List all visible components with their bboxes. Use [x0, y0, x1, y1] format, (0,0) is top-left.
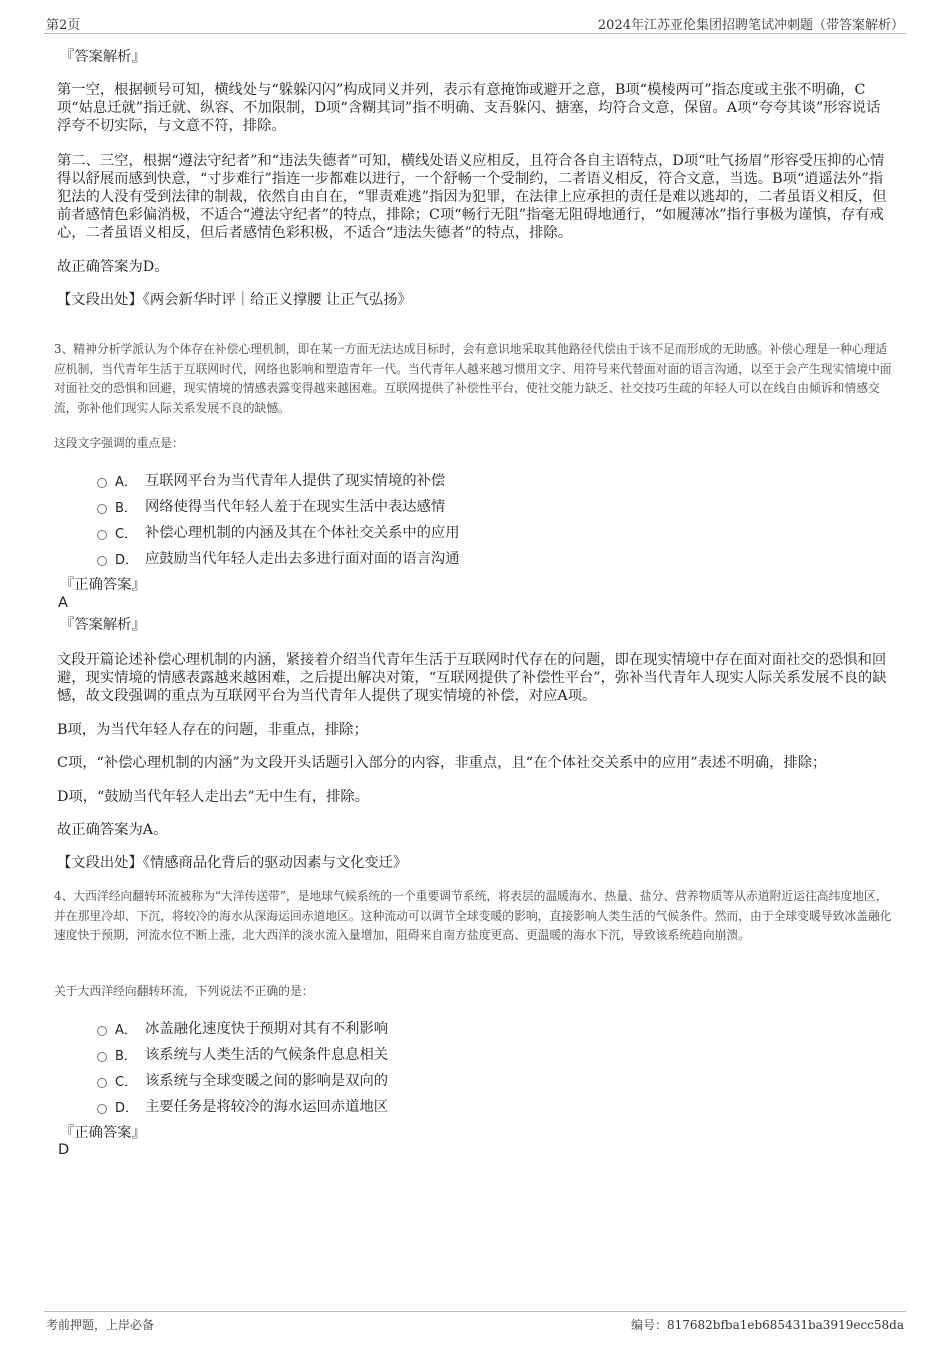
radio-icon[interactable] [97, 504, 107, 514]
q4-option-b[interactable]: B． 该系统与人类生活的气候条件息息相关 [97, 1044, 388, 1064]
q4-option-c[interactable]: C． 该系统与全球变暖之间的影响是双向的 [97, 1070, 388, 1090]
q4-answer: D [58, 1142, 70, 1158]
q3-option-a[interactable]: A． 互联网平台为当代青年人提供了现实情境的补偿 [97, 470, 445, 490]
q4-answer-title: 『正确答案』 [60, 1125, 146, 1141]
q3-option-d[interactable]: D． 应鼓励当代年轻人走出去多进行面对面的语言沟通 [97, 548, 460, 568]
radio-icon[interactable] [97, 1026, 107, 1036]
q2-analysis-title: 『答案解析』 [60, 49, 146, 65]
footer-slogan: 考前押题，上岸必备 [46, 1318, 155, 1332]
q3-source: 【文段出处】《情感商品化背后的驱动因素与文化变迁》 [57, 855, 408, 871]
q3-option-b[interactable]: B． 网络使得当代年轻人羞于在现实生活中表达感情 [97, 496, 445, 516]
radio-icon[interactable] [97, 556, 107, 566]
q4-option-a[interactable]: A． 冰盖融化速度快于预期对其有不利影响 [97, 1018, 388, 1038]
q2-analysis-para1: 第一空，根据顿号可知，横线处与“躲躲闪闪”构成同义并列，表示有意掩饰或避开之意，B项“模棱两可”指态度或主张不明确，C项“姑息迁就”指迁就、纵容、不加限制，D项“含糊其词”指不明确、支吾躲闪、搪塞，均符合文意，保留。A项“夸夸其谈”形容说话浮夸不切实际，与文意不符，排除。 [57, 82, 881, 134]
q4-prompt: 关于大西洋经向翻转环流，下列说法不正确的是： [54, 984, 314, 998]
q3-analysis-para3: C项，“补偿心理机制的内涵”为文段开头话题引入部分的内容，非重点，且“在个体社交关系中的应用”表述不明确，排除； [57, 755, 827, 771]
q3-analysis-para1: 文段开篇论述补偿心理机制的内涵，紧接着介绍当代青年生活于互联网时代存在的问题，即在现实情境中存在面对面社交的恐惧和回避，现实情境的情感表露越来越困难，之后提出解决对策，“互联网提供了补偿性平台”，弥补当代青年人现实人际关系发展不良的缺憾，故文段强调的重点为互联网平台为当代青年人提供了现实情境的补偿，对应A项。 [57, 652, 887, 704]
footer-divider [44, 1311, 906, 1312]
page-number: 第2页 [46, 18, 81, 33]
q3-analysis-para4: D项，“鼓励当代年轻人走出去”无中生有，排除。 [57, 789, 370, 805]
q4-stem: 4、大西洋经向翻转环流被称为“大洋传送带”，是地球气候系统的一个重要调节系统，将表层的温暖海水、热量、盐分、营养物质等从赤道附近运往高纬度地区，并在那里冷却、下沉，将较冷的海水从深海运回赤道地区。这种流动可以调节全球变暖的影响，直接影响人类生活的气候条件。然而，由于全球变暖导致冰盖融化速度快于预期，河流水位不断上涨，北大西洋的淡水流入量增加，阻碍来自南方盐度更高、更温暖的海水下沉，导致该系统趋向崩溃。 [54, 889, 892, 942]
q2-analysis-para2: 第二、三空，根据“遵法守纪者”和“违法失德者”可知，横线处语义应相反，且符合各自主语特点，D项“吐气扬眉”形容受压抑的心情得以舒展而感到快意，“寸步难行”指连一步都难以进行，一个舒畅一个受制约，二者语义相反，符合文意，当选。B项“逍遥法外”指犯法的人没有受到法律的制裁，依然自由自在，“罪责难逃”指因为犯罪，在法律上应承担的责任是难以逃却的，二者虽语义相反，但前者感情色彩偏消极，不适合“遵法守纪者”的特点，排除；C项“畅行无阻”指毫无阻碍地通行，“如履薄冰”指行事极为谨慎，存有戒心，二者虽语义相反，但后者感情色彩积极，不适合“违法失德者”的特点，排除。 [57, 153, 887, 241]
footer-document-id: 编号：817682bfba1eb685431ba3919ecc58da [630, 1318, 904, 1332]
q3-analysis-title: 『答案解析』 [60, 617, 146, 633]
radio-icon[interactable] [97, 1078, 107, 1088]
q3-option-c[interactable]: C． 补偿心理机制的内涵及其在个体社交关系中的应用 [97, 522, 460, 542]
q3-analysis-para2: B项，为当代年轻人存在的问题，非重点，排除； [57, 722, 368, 738]
q3-prompt: 这段文字强调的重点是： [54, 436, 184, 450]
q3-conclusion: 故正确答案为A。 [57, 822, 168, 838]
radio-icon[interactable] [97, 1104, 107, 1114]
q3-answer: A [58, 595, 68, 611]
radio-icon[interactable] [97, 478, 107, 488]
q2-conclusion: 故正确答案为D。 [57, 259, 169, 275]
document-title: 2024年江苏亚伦集团招聘笔试冲刺题（带答案解析） [597, 18, 904, 33]
q3-stem: 3、精神分析学派认为个体存在补偿心理机制，即在某一方面无法达成目标时，会有意识地采取其他路径代偿由于该不足而形成的无助感。补偿心理是一种心理适应机制，当代青年生活于互联网时代，网络也影响和塑造青年一代。当代青年人越来越习惯用文字、用符号来代替面对面的语言沟通，以至于会产生现实情境中面对面社交的恐惧和回避，现实情境的情感表露变得越来越困难。互联网提供了补偿性平台，使社交能力缺乏、社交技巧生疏的年轻人可以在线自由倾诉和情感交流，弥补他们现实人际关系发展不良的缺憾。 [54, 342, 892, 415]
radio-icon[interactable] [97, 1052, 107, 1062]
q2-source: 【文段出处】《两会新华时评｜给正义撑腰 让正气弘扬》 [57, 292, 412, 308]
radio-icon[interactable] [97, 530, 107, 540]
q3-answer-title: 『正确答案』 [60, 577, 146, 593]
header-divider [44, 33, 906, 34]
q4-option-d[interactable]: D． 主要任务是将较冷的海水运回赤道地区 [97, 1096, 388, 1116]
